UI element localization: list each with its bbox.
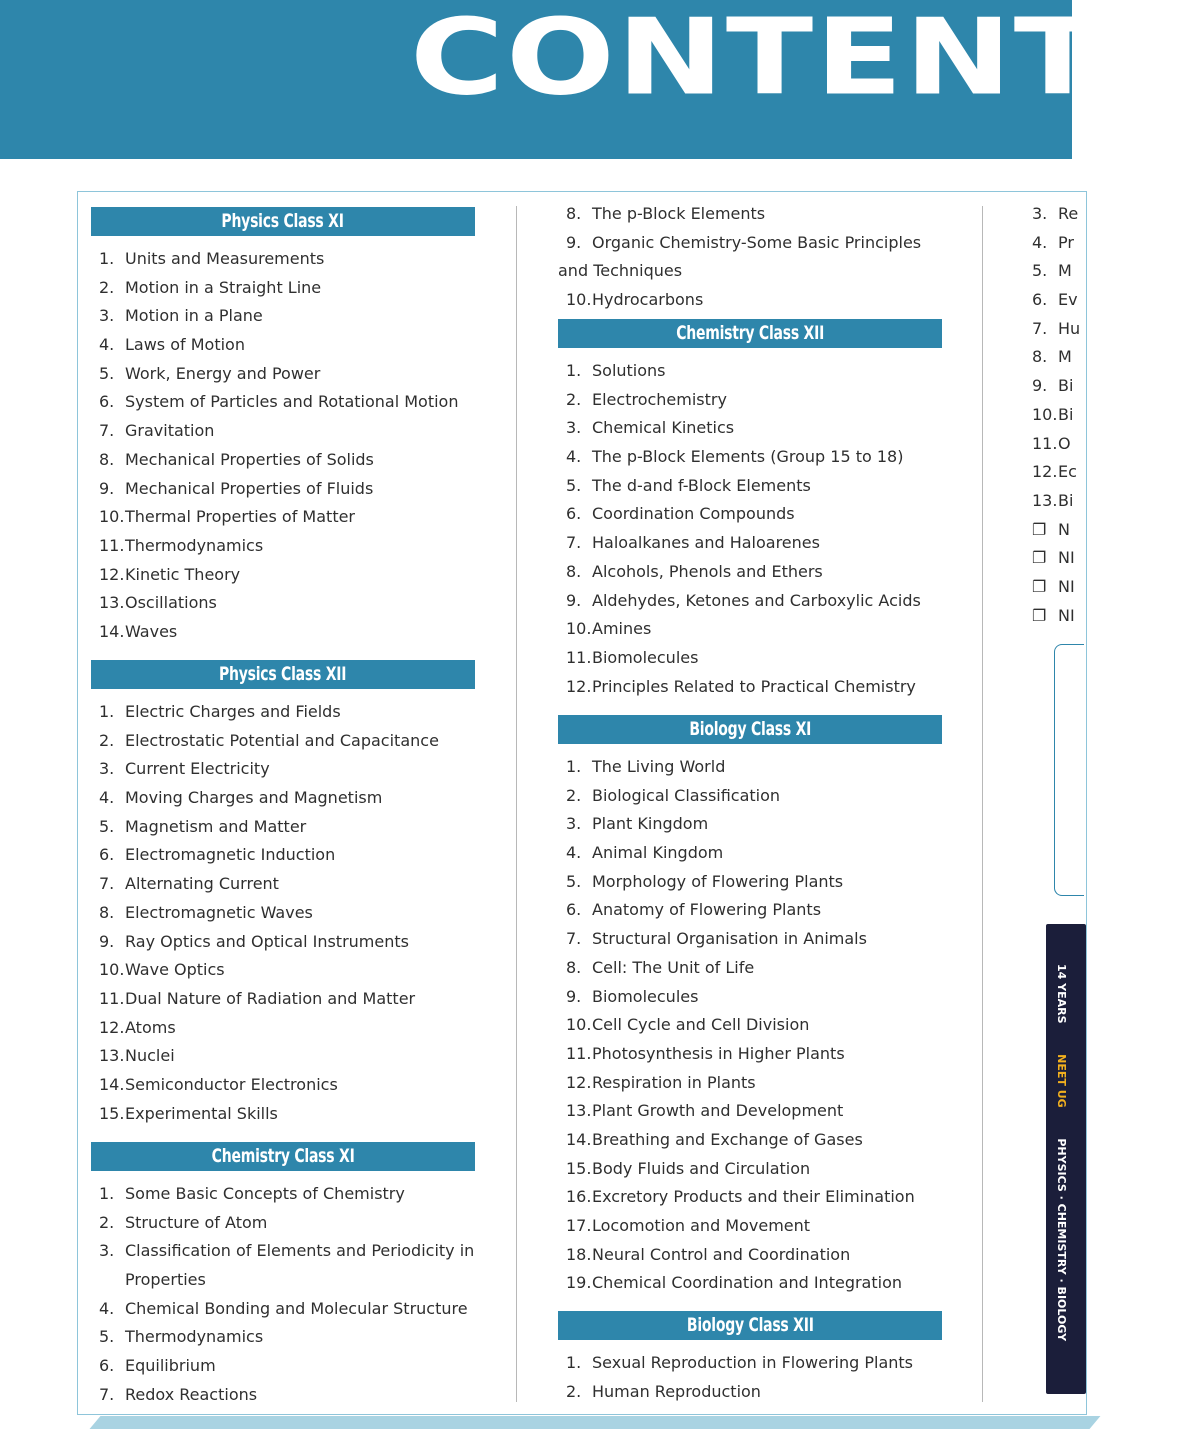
item-number: 3. bbox=[1032, 204, 1048, 223]
list-item bbox=[558, 1183, 942, 1212]
item-number: 1. bbox=[566, 757, 582, 776]
book-spine-subjects: PHYSICS · CHEMISTRY · BIOLOGY bbox=[1055, 1138, 1068, 1342]
list-item bbox=[91, 985, 475, 1014]
item-title: Chemical Bonding and Molecular Structure bbox=[125, 1298, 468, 1318]
item-title: Biomolecules bbox=[592, 647, 699, 667]
item-title: NI bbox=[1058, 548, 1075, 568]
item-title: Organic Chemistry-Some Basic Principles bbox=[592, 232, 922, 252]
item-number: 15. bbox=[566, 1158, 592, 1178]
item-number: 11. bbox=[99, 535, 125, 555]
item-title: Coordination Compounds bbox=[592, 504, 795, 524]
item-number: 2. bbox=[99, 277, 115, 297]
list-item bbox=[558, 782, 942, 811]
item-title: Breathing and Exchange of Gases bbox=[592, 1129, 863, 1149]
list-item bbox=[1024, 430, 1084, 459]
item-number: 9. bbox=[566, 232, 582, 252]
item-title: Bi bbox=[1058, 404, 1074, 424]
item-title: Chemical Coordination and Integration bbox=[592, 1273, 902, 1293]
subject-section bbox=[558, 319, 942, 701]
list-item bbox=[558, 443, 942, 472]
list-item bbox=[91, 503, 475, 532]
list-item bbox=[1024, 573, 1084, 602]
item-number: 3. bbox=[99, 1241, 115, 1261]
item-number: 12. bbox=[566, 676, 592, 696]
section-item-list bbox=[558, 1349, 942, 1406]
item-title: Sexual Reproduction in Flowering Plants bbox=[592, 1353, 913, 1372]
item-number: 7. bbox=[99, 421, 115, 441]
item-title: Work, Energy and Power bbox=[125, 363, 321, 383]
item-title: Mechanical Properties of Solids bbox=[125, 449, 374, 469]
list-item bbox=[91, 388, 475, 417]
item-number: 13. bbox=[99, 1046, 125, 1066]
item-number: 2. bbox=[566, 1381, 582, 1401]
list-item bbox=[91, 274, 475, 303]
item-title: Ray Optics and Optical Instruments bbox=[125, 931, 409, 951]
item-number: 12. bbox=[99, 564, 125, 584]
list-item bbox=[1024, 200, 1084, 229]
item-number: 7. bbox=[1032, 318, 1048, 338]
item-number: 8. bbox=[566, 204, 582, 223]
item-number: 5. bbox=[99, 1327, 115, 1347]
list-item bbox=[1024, 229, 1084, 258]
item-number: 9. bbox=[566, 986, 582, 1006]
list-item bbox=[558, 925, 942, 954]
item-number: 3. bbox=[566, 814, 582, 834]
item-title: The d-and f-Block Elements bbox=[592, 475, 811, 495]
item-number: 3. bbox=[99, 759, 115, 779]
list-item bbox=[91, 1237, 475, 1266]
item-title: Neural Control and Coordination bbox=[592, 1244, 851, 1264]
list-item bbox=[91, 870, 475, 899]
item-number: 10. bbox=[99, 507, 125, 527]
list-item bbox=[558, 386, 942, 415]
item-number: 6. bbox=[99, 392, 115, 412]
section-heading bbox=[558, 1311, 942, 1340]
item-title: The p-Block Elements (Group 15 to 18) bbox=[592, 447, 904, 467]
section-heading-text: Physics Class XII bbox=[219, 663, 347, 685]
list-item-continuation: and Techniques bbox=[558, 261, 683, 281]
item-number: 8. bbox=[1032, 347, 1048, 367]
item-number: 6. bbox=[99, 1356, 115, 1376]
item-title: Dual Nature of Radiation and Matter bbox=[125, 988, 416, 1008]
item-title: Cell: The Unit of Life bbox=[592, 957, 755, 977]
item-title: Units and Measurements bbox=[125, 249, 325, 268]
item-title: Animal Kingdom bbox=[592, 843, 724, 863]
header-banner bbox=[0, 0, 1197, 159]
list-item bbox=[558, 472, 942, 501]
item-title: M bbox=[1058, 347, 1072, 367]
list-item bbox=[91, 1042, 475, 1071]
item-number: ❐ bbox=[1032, 548, 1047, 568]
item-title: Alternating Current bbox=[125, 874, 279, 894]
section-heading bbox=[558, 715, 942, 744]
item-title: Classification of Elements and Periodicity in bbox=[125, 1241, 475, 1261]
section-heading bbox=[91, 660, 475, 689]
list-item bbox=[1024, 602, 1084, 631]
item-title: Alcohols, Phenols and Ethers bbox=[592, 561, 823, 581]
item-title: Bi bbox=[1058, 490, 1074, 510]
item-number: 10. bbox=[1032, 404, 1058, 424]
section-heading bbox=[91, 207, 475, 236]
subject-section bbox=[91, 1142, 475, 1410]
list-item bbox=[558, 1011, 942, 1040]
item-title: Motion in a Straight Line bbox=[125, 277, 322, 297]
list-item bbox=[91, 899, 475, 928]
list-item bbox=[91, 1323, 475, 1352]
book-cover-image bbox=[1046, 924, 1086, 1394]
item-title: Ec bbox=[1058, 462, 1077, 482]
list-item bbox=[91, 1014, 475, 1043]
item-title: Thermodynamics bbox=[125, 535, 264, 555]
section-heading bbox=[91, 1142, 475, 1171]
item-title: Excretory Products and their Elimination bbox=[592, 1187, 915, 1207]
list-item bbox=[91, 698, 475, 727]
item-number: 4. bbox=[99, 1298, 115, 1318]
book-spine-years: 14 YEARS bbox=[1055, 964, 1068, 1024]
item-number: 11. bbox=[566, 647, 592, 667]
item-title: Solutions bbox=[592, 361, 666, 380]
item-title: Oscillations bbox=[125, 593, 217, 613]
list-item bbox=[91, 1295, 475, 1324]
item-title: Semiconductor Electronics bbox=[125, 1074, 338, 1094]
section-item-list bbox=[91, 1180, 475, 1410]
list-item bbox=[558, 1155, 942, 1184]
list-item bbox=[1024, 401, 1084, 430]
item-number: 4. bbox=[566, 843, 582, 863]
item-number: 10. bbox=[566, 290, 592, 310]
list-item bbox=[558, 673, 942, 702]
item-title: Biological Classification bbox=[592, 785, 781, 805]
item-number: 6. bbox=[566, 504, 582, 524]
list-item bbox=[91, 1381, 475, 1410]
item-number: 3. bbox=[566, 418, 582, 438]
side-info-box bbox=[1054, 644, 1084, 896]
list-item bbox=[91, 446, 475, 475]
item-title: O bbox=[1058, 433, 1071, 453]
item-title: Structure of Atom bbox=[125, 1212, 268, 1232]
list-item-continuation: Properties bbox=[125, 1270, 206, 1290]
item-number: 1. bbox=[99, 1184, 115, 1203]
list-item bbox=[1024, 315, 1084, 344]
list-item bbox=[558, 954, 942, 983]
list-item bbox=[558, 753, 942, 782]
item-number: 2. bbox=[566, 785, 582, 805]
list-item bbox=[558, 839, 942, 868]
item-title: Hydrocarbons bbox=[592, 290, 704, 310]
item-title: Electromagnetic Waves bbox=[125, 902, 313, 922]
item-number: 4. bbox=[566, 447, 582, 467]
item-number: 4. bbox=[99, 788, 115, 808]
item-title: Pr bbox=[1058, 232, 1074, 252]
item-title: Morphology of Flowering Plants bbox=[592, 871, 844, 891]
item-title: Experimental Skills bbox=[125, 1103, 278, 1123]
item-number: 1. bbox=[566, 1353, 582, 1372]
item-title: Gravitation bbox=[125, 421, 215, 441]
item-number: 7. bbox=[566, 533, 582, 553]
item-number: 6. bbox=[1032, 290, 1048, 310]
list-item bbox=[91, 784, 475, 813]
list-item bbox=[91, 475, 475, 504]
item-title: Aldehydes, Ketones and Carboxylic Acids bbox=[592, 590, 921, 610]
item-number: 9. bbox=[1032, 376, 1048, 396]
list-item bbox=[558, 983, 942, 1012]
subject-section bbox=[558, 1311, 942, 1406]
list-item bbox=[558, 644, 942, 673]
list-item bbox=[1024, 458, 1084, 487]
item-title: Bi bbox=[1058, 376, 1074, 396]
item-number: 14. bbox=[566, 1129, 592, 1149]
item-title: Current Electricity bbox=[125, 759, 270, 779]
item-number: 7. bbox=[99, 1384, 115, 1404]
list-item bbox=[558, 500, 942, 529]
item-number: 14. bbox=[99, 1074, 125, 1094]
item-number: 8. bbox=[566, 957, 582, 977]
subject-section bbox=[91, 207, 475, 647]
item-title: Human Reproduction bbox=[592, 1381, 761, 1401]
section-heading-text: Chemistry Class XII bbox=[676, 322, 824, 344]
item-title: N bbox=[1058, 519, 1070, 539]
list-item bbox=[558, 414, 942, 443]
item-number: 1. bbox=[99, 249, 115, 268]
list-item bbox=[91, 1071, 475, 1100]
list-item bbox=[91, 928, 475, 957]
item-number: 12. bbox=[99, 1017, 125, 1037]
item-title: Plant Kingdom bbox=[592, 814, 709, 834]
item-title: Body Fluids and Circulation bbox=[592, 1158, 811, 1178]
item-number: 9. bbox=[99, 478, 115, 498]
item-title: Hu bbox=[1058, 318, 1081, 338]
section-heading bbox=[558, 319, 942, 348]
item-title: Motion in a Plane bbox=[125, 306, 263, 326]
item-title: System of Particles and Rotational Motion bbox=[125, 392, 459, 412]
item-title: Laws of Motion bbox=[125, 335, 245, 355]
list-item bbox=[91, 813, 475, 842]
item-title: Anatomy of Flowering Plants bbox=[592, 900, 822, 920]
item-number: 5. bbox=[1032, 261, 1048, 281]
section-item-list bbox=[558, 753, 942, 1298]
item-number: 15. bbox=[99, 1103, 125, 1123]
item-number: 3. bbox=[99, 306, 115, 326]
item-number: 9. bbox=[566, 590, 582, 610]
list-item bbox=[91, 561, 475, 590]
item-number: 18. bbox=[566, 1244, 592, 1264]
item-title: Electrochemistry bbox=[592, 389, 727, 409]
item-number: 14. bbox=[99, 621, 125, 641]
list-item bbox=[558, 229, 942, 258]
item-title: Electric Charges and Fields bbox=[125, 702, 341, 721]
item-number: 8. bbox=[99, 449, 115, 469]
item-number: 10. bbox=[99, 960, 125, 980]
item-title: Ev bbox=[1058, 290, 1078, 310]
list-item bbox=[558, 558, 942, 587]
item-number: 5. bbox=[99, 363, 115, 383]
item-number: 5. bbox=[99, 816, 115, 836]
item-number: 13. bbox=[566, 1101, 592, 1121]
list-item bbox=[558, 1126, 942, 1155]
list-item bbox=[558, 1040, 942, 1069]
item-title: Wave Optics bbox=[125, 960, 225, 980]
item-number: 5. bbox=[566, 475, 582, 495]
item-title: Waves bbox=[125, 621, 178, 641]
list-item bbox=[558, 587, 942, 616]
list-item bbox=[1024, 516, 1084, 545]
item-title: Equilibrium bbox=[125, 1356, 216, 1376]
list-item bbox=[91, 302, 475, 331]
item-title: Nuclei bbox=[125, 1046, 175, 1066]
item-title: Plant Growth and Development bbox=[592, 1101, 844, 1121]
item-title: M bbox=[1058, 261, 1072, 281]
item-title: Redox Reactions bbox=[125, 1384, 258, 1404]
list-item bbox=[1024, 257, 1084, 286]
item-title: Some Basic Concepts of Chemistry bbox=[125, 1184, 405, 1203]
list-item bbox=[558, 615, 942, 644]
list-item bbox=[558, 1349, 942, 1378]
item-number: 10. bbox=[566, 1015, 592, 1035]
list-item bbox=[558, 1269, 942, 1298]
list-item bbox=[558, 1378, 942, 1407]
item-number: 11. bbox=[99, 988, 125, 1008]
item-title: Magnetism and Matter bbox=[125, 816, 307, 836]
item-number: ❐ bbox=[1032, 605, 1047, 625]
item-number: 19. bbox=[566, 1273, 592, 1293]
bottom-accent-band bbox=[90, 1416, 1101, 1429]
item-number: 1. bbox=[566, 361, 582, 380]
item-number: 16. bbox=[566, 1187, 592, 1207]
section-heading-text: Physics Class XI bbox=[221, 210, 345, 232]
list-item bbox=[558, 1241, 942, 1270]
list-item bbox=[91, 1352, 475, 1381]
column-divider bbox=[516, 206, 517, 1402]
item-title: Photosynthesis in Higher Plants bbox=[592, 1043, 845, 1063]
item-number: 13. bbox=[1032, 490, 1058, 510]
list-item bbox=[558, 200, 942, 229]
item-number: 2. bbox=[566, 389, 582, 409]
list-item bbox=[91, 956, 475, 985]
item-title: Re bbox=[1058, 204, 1079, 223]
item-title: Respiration in Plants bbox=[592, 1072, 756, 1092]
section-item-list bbox=[91, 698, 475, 1128]
item-number: 8. bbox=[566, 561, 582, 581]
item-title: The p-Block Elements bbox=[592, 204, 766, 223]
list-item bbox=[91, 841, 475, 870]
list-item bbox=[1024, 286, 1084, 315]
list-item bbox=[91, 1100, 475, 1129]
item-number: 7. bbox=[99, 874, 115, 894]
item-title: Biomolecules bbox=[592, 986, 699, 1006]
item-title: Cell Cycle and Cell Division bbox=[592, 1015, 810, 1035]
item-number: 9. bbox=[99, 931, 115, 951]
item-number: ❐ bbox=[1032, 576, 1047, 596]
list-item bbox=[91, 589, 475, 618]
item-number: 17. bbox=[566, 1216, 592, 1235]
item-number: 12. bbox=[566, 1072, 592, 1092]
item-number: 12. bbox=[1032, 462, 1058, 482]
list-item bbox=[558, 868, 942, 897]
list-item bbox=[558, 1212, 942, 1241]
item-title: Haloalkanes and Haloarenes bbox=[592, 533, 820, 553]
section-item-list bbox=[91, 245, 475, 647]
list-item bbox=[558, 529, 942, 558]
item-title: Electromagnetic Induction bbox=[125, 845, 336, 865]
list-item bbox=[558, 357, 942, 386]
list-item bbox=[91, 618, 475, 647]
item-title: Locomotion and Movement bbox=[592, 1216, 811, 1235]
section-heading-text: Biology Class XII bbox=[686, 1314, 814, 1336]
list-item bbox=[558, 286, 942, 315]
item-number: 11. bbox=[1032, 433, 1058, 453]
list-item bbox=[1024, 487, 1084, 516]
item-number: 1. bbox=[99, 702, 115, 721]
subject-section bbox=[558, 715, 942, 1298]
list-item bbox=[91, 360, 475, 389]
item-number: 6. bbox=[99, 845, 115, 865]
item-title: Mechanical Properties of Fluids bbox=[125, 478, 374, 498]
list-item bbox=[91, 417, 475, 446]
list-item bbox=[1024, 372, 1084, 401]
item-number: 7. bbox=[566, 929, 582, 949]
item-title: Atoms bbox=[125, 1017, 176, 1037]
list-item bbox=[91, 245, 475, 274]
list-item bbox=[558, 1097, 942, 1126]
item-number: 11. bbox=[566, 1043, 592, 1063]
item-title: Principles Related to Practical Chemistry bbox=[592, 676, 916, 696]
list-item bbox=[91, 755, 475, 784]
list-item bbox=[91, 1180, 475, 1209]
item-title: Structural Organisation in Animals bbox=[592, 929, 867, 949]
item-number: ❐ bbox=[1032, 519, 1047, 539]
section-item-list bbox=[558, 357, 942, 701]
item-number: 10. bbox=[566, 619, 592, 639]
list-item bbox=[558, 1069, 942, 1098]
list-item bbox=[558, 810, 942, 839]
column-divider bbox=[982, 206, 983, 1402]
section-heading-text: Biology Class XI bbox=[689, 718, 811, 740]
page-title: CONTENTS bbox=[410, 0, 1197, 120]
list-item bbox=[91, 532, 475, 561]
item-number: 4. bbox=[1032, 232, 1048, 252]
item-number: 8. bbox=[99, 902, 115, 922]
item-title: Thermal Properties of Matter bbox=[125, 507, 356, 527]
list-item bbox=[558, 896, 942, 925]
item-title: Thermodynamics bbox=[125, 1327, 264, 1347]
item-title: NI bbox=[1058, 605, 1075, 625]
item-title: Chemical Kinetics bbox=[592, 418, 735, 438]
item-number: 2. bbox=[99, 730, 115, 750]
column-3-item-list bbox=[1024, 200, 1084, 630]
item-title: Moving Charges and Magnetism bbox=[125, 788, 383, 808]
item-title: Electrostatic Potential and Capacitance bbox=[125, 730, 439, 750]
item-number: 2. bbox=[99, 1212, 115, 1232]
list-item bbox=[91, 331, 475, 360]
item-title: Amines bbox=[592, 619, 652, 639]
item-title: The Living World bbox=[592, 757, 726, 776]
section-heading-text: Chemistry Class XI bbox=[211, 1145, 355, 1167]
continued-item-list bbox=[558, 200, 942, 315]
subject-section bbox=[91, 660, 475, 1128]
item-number: 6. bbox=[566, 900, 582, 920]
item-title: Kinetic Theory bbox=[125, 564, 241, 584]
item-number: 4. bbox=[99, 335, 115, 355]
list-item bbox=[1024, 544, 1084, 573]
item-number: 13. bbox=[99, 593, 125, 613]
item-number: 5. bbox=[566, 871, 582, 891]
list-item bbox=[1024, 343, 1084, 372]
book-spine-exam: NEET UG bbox=[1055, 1054, 1068, 1108]
list-item bbox=[91, 1209, 475, 1238]
item-title: NI bbox=[1058, 576, 1075, 596]
list-item bbox=[91, 727, 475, 756]
